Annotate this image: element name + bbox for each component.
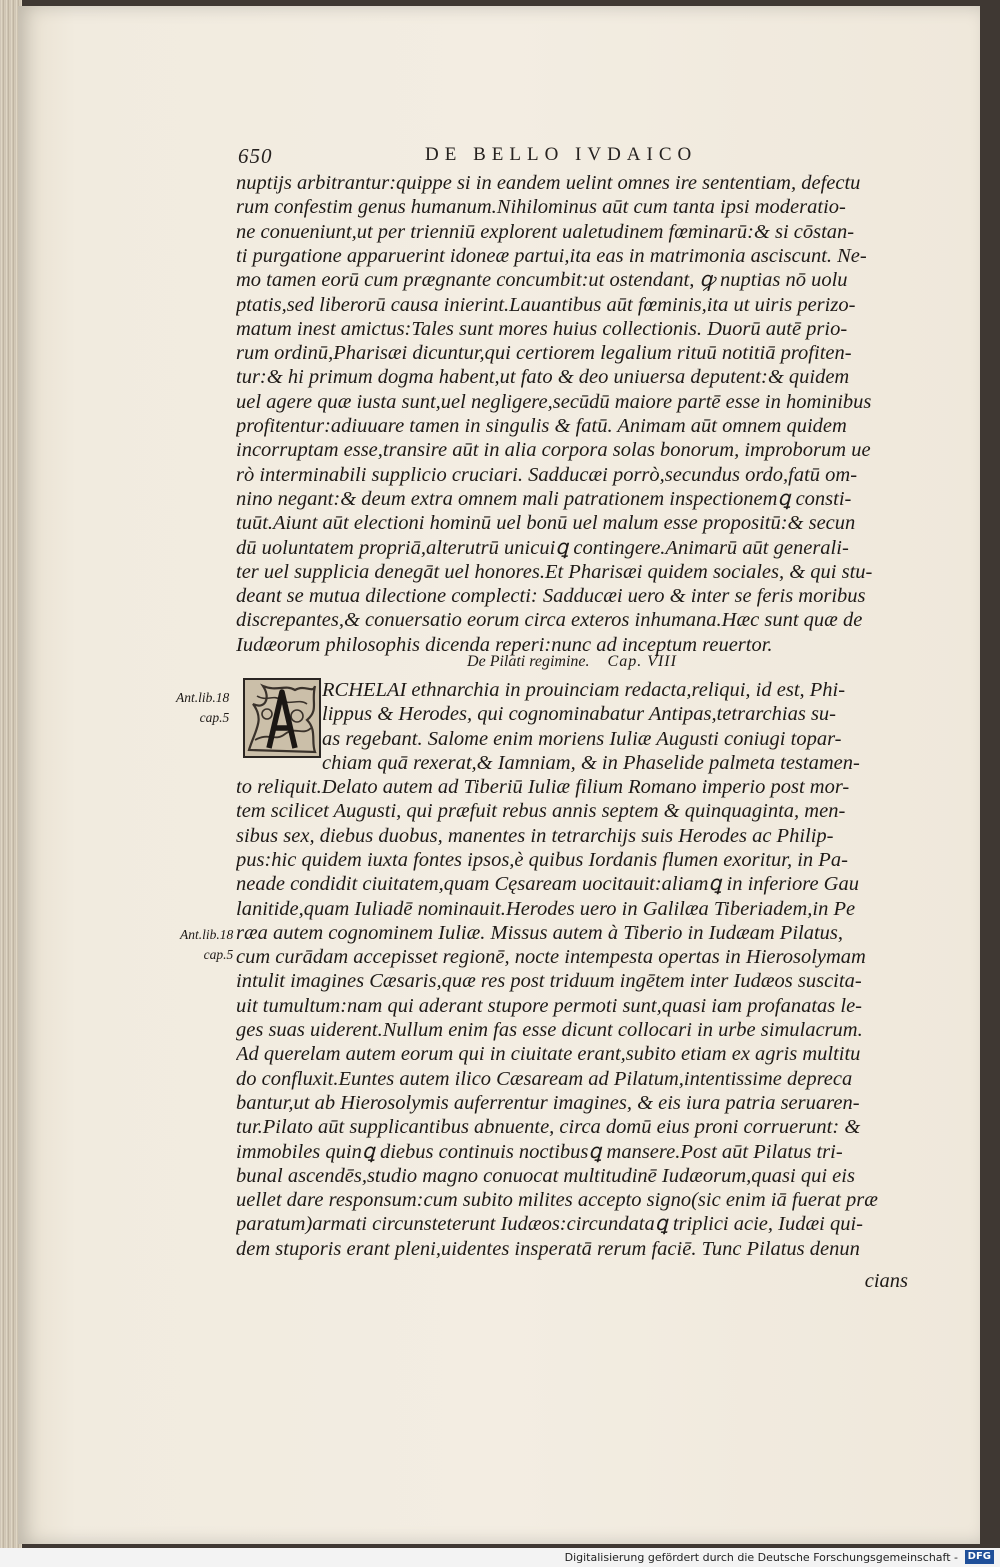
text-line: tuūt.Aiunt aūt electioni hominū uel bonū uel malum esse propositū:& secun [236, 512, 856, 535]
text-line: uel agere quæ iusta sunt,uel negligere,secūdū maiore partē esse in hominibus [236, 390, 872, 413]
text-line: as regebant. Salome enim moriens Iuliæ Augusti coniugi topar- [322, 727, 842, 750]
text-line: do confluxit.Euntes autem ilico Cæsaream ad Pilatum,intentissime depreca [236, 1067, 853, 1090]
text-line: uellet dare responsum:cum subito milites accepto signo(sic enim iā fuerat præ [236, 1189, 878, 1212]
chapter-heading [236, 650, 908, 674]
text-line: tur:& hi primum dogma habent,ut fato & deo uniuersa deputent:& quidem [236, 366, 850, 389]
text-line: profitentur:adiuuare tamen in singulis & fatū. Animam aūt omnem quidem [236, 415, 847, 437]
text-line: pus:hic quidem iuxta fontes ipsos,è quibus Iordanis flumen exoritur, in Pa- [236, 848, 848, 871]
text-line: tem scilicet Augusti, qui præfuit rebus annis septem & quinquaginta, men- [236, 800, 846, 823]
dfg-logo: DFG [965, 1550, 994, 1564]
text-line: discrepantes,& conuersatio eorum circa exteros inhumana.Hæc sunt quæ de [236, 609, 863, 632]
text-line: Ad querelam autem eorum qui in ciuitate erant,subito etiam ex agris multitu [236, 1043, 861, 1066]
text-line: neade condidit ciuitatem,quam Cęsaream uocitauit:aliamꝗ in inferiore Gau [236, 873, 859, 896]
text-line: intulit imagines Cæsaris,quæ res post triduum ingētem inter Iudæos suscita- [236, 970, 862, 993]
text-line: rum ordinū,Pharisæi dicuntur,qui certiorem legalium rituū notitiā profiten- [236, 342, 852, 365]
running-head: DE BELLO IVDAICO [425, 144, 698, 165]
text-line: lippus & Herodes, qui cognominabatur Antipas,tetrarchias su- [322, 703, 837, 726]
text-line: ptatis,sed liberorū causa inierint.Lauantibus aūt fœminis,ita ut uiris perizo- [236, 293, 856, 316]
text-line: lanitide,quam Iuliadē nominauit.Herodes uero in Galilæa Tiberiadem,in Pe [236, 897, 856, 920]
text-line: chiam quā rexerat,& Iamniam, & in Phaselide palmeta testamen- [322, 751, 860, 774]
page-number: 650 [238, 144, 273, 168]
text-line: bunal ascendēs,studio magno conuocat multitudinē Iudæorum,quasi qui eis [236, 1164, 855, 1187]
text-line: mo tamen eorū cum prægnante concumbit:ut ostendant, ꝙ nuptias nō uolu [236, 269, 848, 292]
text-line: ti purgatione apparuerint idoneæ partui,ita eas in matrimonia asciscunt. Ne- [236, 244, 867, 267]
text-line: to reliquit.Delato autem ad Tiberiū Iuliæ filium Romano imperio post mor- [236, 776, 850, 798]
margin-note-reference: Ant.lib.18 [180, 927, 234, 942]
text-line: tur.Pilato aūt supplicantibus abnuente, circa domū eius proni corruerunt: & [236, 1116, 861, 1139]
text-line: ræa autem cognominem Iuliæ. Missus autem à Tiberio in Iudæam Pilatus, [236, 921, 844, 944]
text-line: sibus sex, diebus duobus, manentes in tetrarchijs suis Herodes ac Philip- [236, 824, 834, 847]
text-line: nuptijs arbitrantur:quippe si in eandem uelint omnes ire sententiam, defectu [236, 172, 861, 194]
chapter-title: De Pilati regimine. [467, 653, 590, 670]
margin-note [176, 688, 229, 728]
margin-note-chapter: cap.5 [199, 710, 230, 725]
text-line: ne conueniunt,ut per trienniū explorent ualetudinem fœminarū:& si cōstan- [236, 220, 855, 243]
margin-note-reference: Ant.lib.18 [176, 690, 230, 705]
text-line: rò interminabili supplicio cruciari. Sadducæi porrò,secundus ordo,fatū om- [236, 463, 858, 486]
text-line: uit tumultum:nam qui aderant stupore permoti sunt,quasi iam profanatas le- [236, 994, 863, 1017]
text-line: ter uel supplicia denegāt uel honores.Et Pharisæi quidem sociales, & qui stu- [236, 560, 873, 583]
text-line: ges suas uiderent.Nullum enim fas esse dicunt collocari in urbe simulacrum. [236, 1019, 863, 1041]
text-line: dem stuporis erant pleni,uidentes insperatā rerum faciē. Tunc Pilatus denun [236, 1237, 860, 1260]
text-line: deant se mutua dilectione complecti: Sadducæi uero & inter se feris moribus [236, 585, 866, 608]
text-line: immobiles quinꝗ diebus continuis noctibusꝗ mansere.Post aūt Pilatus tri- [236, 1140, 843, 1163]
decorated-initial-image [243, 678, 321, 758]
text-line: RCHELAI ethnarchia in prouinciam redacta,reliqui, id est, Phi- [322, 679, 846, 701]
text-line: incorruptam esse,transire aūt in alia corpora solas bonorum, improborum ue [236, 439, 871, 462]
footer-credit: Digitalisierung gefördert durch die Deutsche Forschungsgemeinschaft - [564, 1551, 958, 1564]
text-line: nino negant:& deum extra omnem mali patrationem inspectionemꝗ consti- [236, 487, 852, 510]
text-line: cum curādam accepisset regionē, nocte intempesta opertas in Hierosolymam [236, 946, 866, 969]
ornament-icon [245, 680, 319, 756]
text-line: rum confestim genus humanum.Nihilominus aūt cum tanta ipsi moderatio- [236, 196, 846, 219]
margin-note [180, 925, 233, 965]
margin-note-chapter: cap.5 [203, 947, 234, 962]
text-line: dū uoluntatem propriā,alterutrū unicuiꝗ contingere.Animarū aūt generali- [236, 536, 849, 559]
catchword: cians [864, 1270, 908, 1292]
text-line: matum inest amictus:Tales sunt mores huius collectionis. Duorū autē prio- [236, 317, 848, 340]
chapter-label: Cap. VIII [607, 653, 677, 670]
text-line: bantur,ut ab Hierosolymis auferrentur imagines, & eis iura patria seruaren- [236, 1091, 860, 1114]
text-line: paratum)armati circunsteterunt Iudæos:circundataꝗ triplici acie, Iudæi qui- [236, 1213, 863, 1236]
text-line: Iudæorum philosophis dicenda reperi:nunc ad inceptum reuertor. [236, 633, 773, 656]
